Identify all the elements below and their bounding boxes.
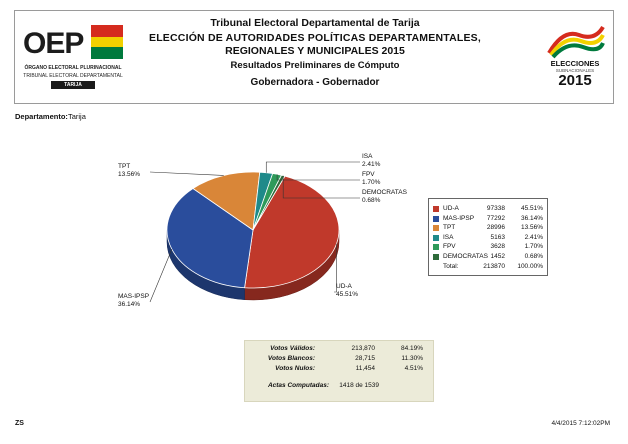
actas-value: 1418 de 1539 [339,382,379,389]
actas-label: Actas Computadas: [267,382,329,389]
legend-row [429,215,547,224]
legend-votes: 28996 [486,224,505,232]
summary-label: Votos Blancos: [267,355,315,362]
department-label: Departamento: [15,112,68,121]
actas-row [245,382,433,392]
legend-row [429,243,547,252]
legend-name: TPT [443,224,456,232]
summary-value: 213,870 [351,345,375,352]
pie-label: ISA [362,153,373,160]
legend-name: ISA [443,233,454,241]
legend-votes: 3628 [490,243,505,251]
footer-timestamp: 4/4/2015 7:12:02PM [551,420,610,427]
legend-votes: 77292 [486,214,505,222]
chart-legend [428,198,548,276]
legend-swatch [433,206,439,212]
elecciones-year: 2015 [558,72,592,89]
legend-row [429,224,547,233]
summary-row [245,345,433,355]
legend-row [429,205,547,214]
pie-label-pct: 0.68% [362,197,381,204]
elecciones-line2: SUBNACIONALES [555,68,595,73]
legend-pct: 13.56% [520,224,543,232]
pie-leader-line [150,249,172,302]
summary-pct: 84.19% [400,345,423,352]
pie-label: TPT [118,163,131,170]
legend-pct: 36.14% [520,214,543,222]
summary-pct: 4.51% [404,365,423,372]
legend-pct: 100.00% [517,262,543,270]
summary-value: 11,454 [355,365,375,372]
legend-swatch [433,216,439,222]
pie-label-pct: 2.41% [362,161,381,168]
report-subtitle-2: REGIONALES Y MUNICIPALES 2015 [225,45,405,57]
legend-votes: 213870 [483,262,505,270]
legend-name: MAS-IPSP [443,214,475,222]
summary-label: Votos Nulos: [275,365,315,372]
report-subtitle-1: ELECCIÓN DE AUTORIDADES POLÍTICAS DEPARTAMENTALES, [148,32,481,44]
oep-badge: TARIJA [51,81,95,89]
pie-leader-line [150,172,224,175]
results-title: Resultados Preliminares de Cómputo [230,60,400,71]
summary-row [245,365,433,375]
summary-label: Votos Válidos: [270,345,315,352]
legend-name: FPV [443,243,456,251]
pie-label-pct: 36.14% [118,301,141,308]
pie-label: MAS-IPSP [118,293,150,300]
pie-label: UD-A [336,283,352,290]
legend-swatch [433,235,439,241]
pie-label-pct: 1.70% [362,179,381,186]
legend-swatch [433,244,439,250]
oep-line1: ÓRGANO ELECTORAL PLURINACIONAL [24,65,122,71]
vote-summary [244,340,434,402]
summary-pct: 11.30% [401,355,423,362]
legend-votes: 5163 [490,233,505,241]
legend-swatch [433,225,439,231]
pie-label: FPV [362,171,375,178]
pie-label-pct: 45.51% [336,291,359,298]
legend-row [429,234,547,243]
legend-pct: 1.70% [524,243,543,251]
pie-label: DEMOCRATAS [362,189,407,196]
pie-leader-line [266,162,360,173]
elecciones-line1: ELECCIONES [550,59,600,68]
legend-total-row [429,263,547,272]
report-title: Tribunal Electoral Departamental de Tarija [210,17,420,29]
legend-pct: 2.41% [524,233,543,241]
oep-line2: TRIBUNAL ELECTORAL DEPARTAMENTAL [23,73,123,79]
legend-swatch [433,254,439,260]
office-title: Gobernadora - Gobernador [250,77,380,88]
department-value: Tarija [67,112,86,121]
oep-brand: OEP [23,27,84,60]
summary-row [245,355,433,365]
legend-name: UD-A [443,205,459,212]
footer-initials: ZS [15,420,24,427]
summary-value: 28,715 [355,355,375,362]
legend-name: DEMOCRATAS [443,253,488,260]
legend-pct: 0.68% [524,253,543,260]
pie-label-pct: 13.56% [118,171,141,178]
legend-votes: 97338 [486,205,505,212]
legend-row [429,253,547,262]
legend-votes: 1452 [490,253,505,260]
legend-name: Total: [443,262,459,270]
legend-pct: 45.51% [520,205,543,212]
